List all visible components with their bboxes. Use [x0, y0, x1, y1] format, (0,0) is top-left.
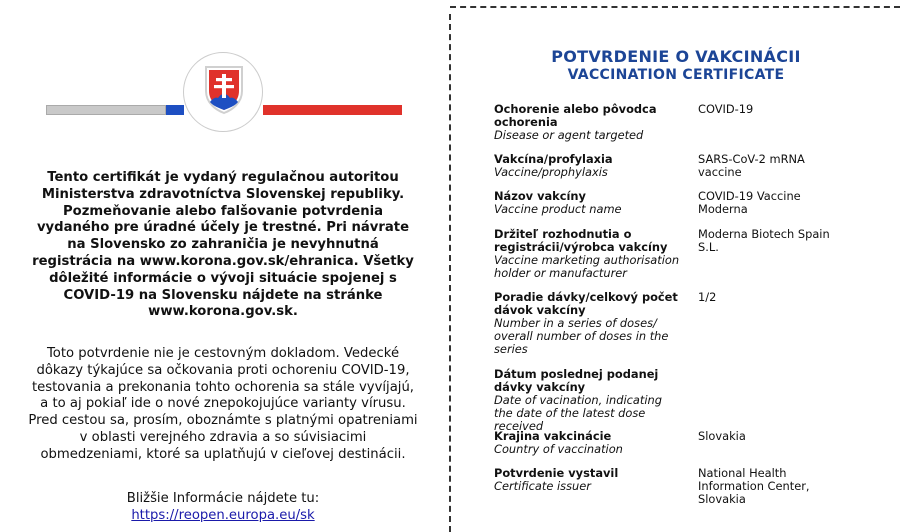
flag-stripe-white	[46, 105, 166, 115]
field-label-sk: Vakcína/profylaxia	[494, 152, 613, 166]
cut-line-fold	[449, 14, 451, 532]
field-value: SARS-CoV-2 mRNA vaccine	[698, 152, 805, 179]
flag-stripe-blue	[166, 105, 184, 115]
field-label-en: Number in a series of doses/ overall number of doses in the series	[494, 316, 669, 356]
field-value: Moderna Biotech Spain S.L.	[698, 227, 830, 254]
certificate-right-panel	[452, 0, 900, 532]
certificate-left-panel	[0, 0, 446, 532]
travel-notice: Toto potvrdenie nie je cestovným dokladom. Vedecké dôkazy týkajúce sa očkovania proti ochoreniu COVID-19, testovania a prekonania tohto ochorenia sa stále vyvíjajú, a to aj pokiaľ ide o nové znepokojujúce varianty vírusu. Pred cestou sa, prosím, oboznámte s platnými opatreniami v oblasti verejného zdravia a so súvisiacimi obmedzeniami, ktoré sa uplatňujú v cieľovej destinácii.	[28, 346, 418, 462]
field-label-en: Country of vaccination	[494, 442, 623, 456]
slovak-coat-of-arms-icon	[204, 65, 244, 115]
emblem-badge	[183, 52, 263, 132]
legal-statement: Tento certifikát je vydaný regulačnou autoritou Ministerstva zdravotníctva Slovenskej republiky. Pozmeňovanie alebo falšovanie potvrdenia vydaného pre úradné účely je trestné. Pri návrate na Slovensko zo zahraničia je nevyhnutná registrácia na www.korona.gov.sk/ehranica. Všetky dôležité informácie o vývoji situácie spojenej s COVID-19 na Slovensku nájdete na stránke www.korona.gov.sk.	[32, 170, 414, 320]
field-label-en: Vaccine marketing authorisation holder or manufacturer	[494, 253, 680, 280]
reopen-europa-link[interactable]: https://reopen.europa.eu/sk	[131, 508, 315, 523]
field-value: National Health Information Center, Slovakia	[698, 466, 810, 506]
field-value: COVID-19	[698, 102, 754, 116]
field-label-sk: Ochorenie alebo pôvodca ochorenia	[494, 102, 657, 129]
field-label-sk: Držiteľ rozhodnutia o registrácii/výrobca vakcíny	[494, 227, 668, 254]
field-value: COVID-19 Vaccine Moderna	[698, 189, 801, 216]
certificate-title-en: VACCINATION CERTIFICATE	[567, 67, 785, 83]
field-label-en: Vaccine product name	[494, 202, 622, 216]
field-label-sk: Dátum poslednej podanej dávky vakcíny	[494, 367, 659, 394]
field-label-en: Date of vacination, indicating the date of the latest dose received	[494, 393, 662, 433]
field-value: 1/2	[698, 290, 717, 304]
field-value: Slovakia	[698, 429, 746, 443]
field-label-sk: Poradie dávky/celkový počet dávok vakcíny	[494, 290, 678, 317]
field-label-en: Certificate issuer	[494, 479, 591, 493]
more-info-label: Bližšie Informácie nájdete tu:	[126, 491, 320, 506]
field-label-sk: Krajina vakcinácie	[494, 429, 612, 443]
field-label-sk: Názov vakcíny	[494, 189, 586, 203]
flag-stripe-red	[263, 105, 402, 115]
field-label-sk: Potvrdenie vystavil	[494, 466, 619, 480]
more-info	[28, 490, 418, 524]
field-label-en: Disease or agent targeted	[494, 128, 644, 142]
certificate-title-sk: POTVRDENIE O VAKCINÁCII	[551, 47, 801, 66]
field-label-en: Vaccine/prophylaxis	[494, 165, 608, 179]
